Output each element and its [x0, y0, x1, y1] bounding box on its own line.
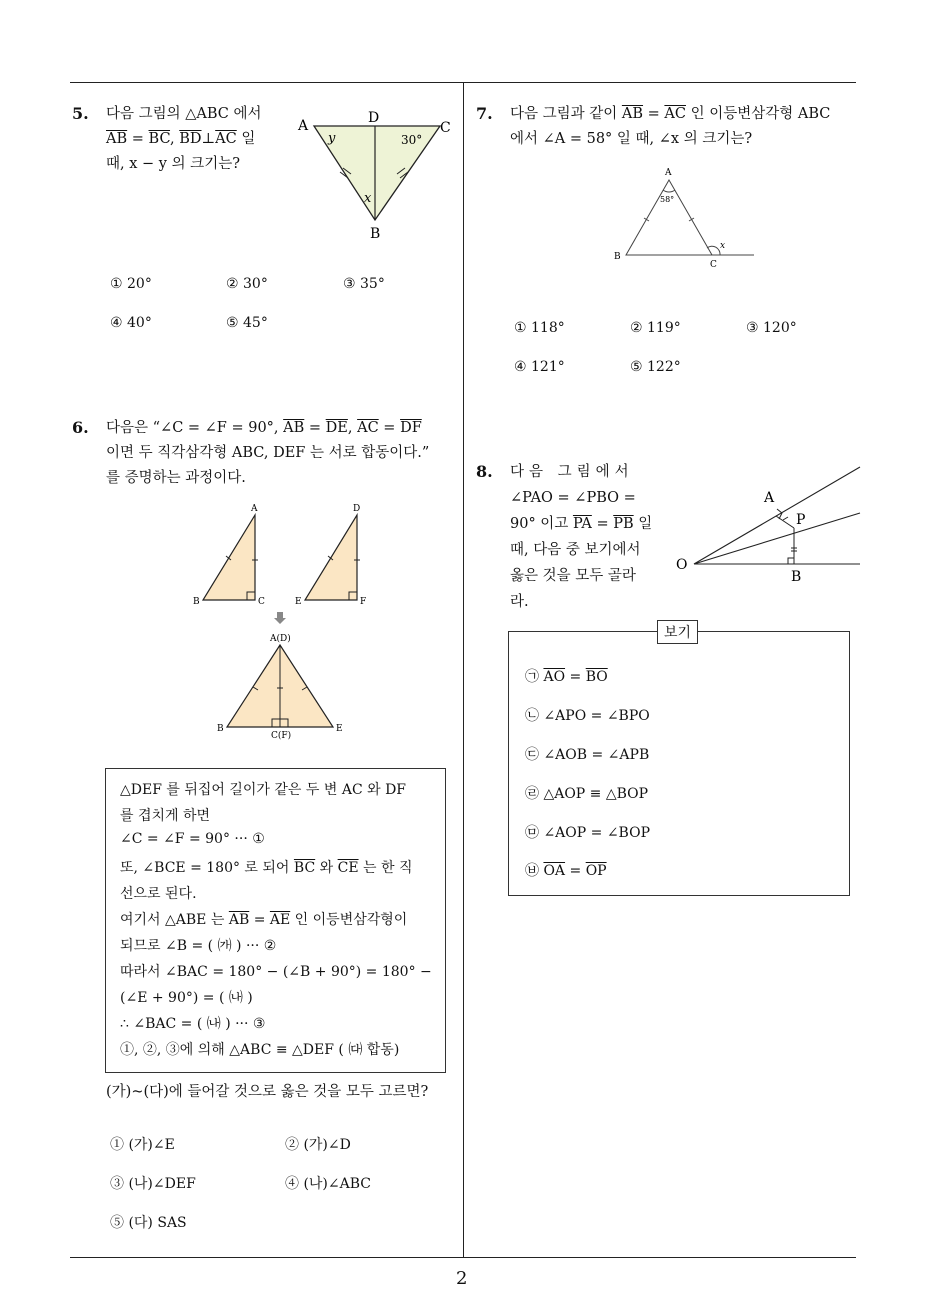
q5-option-1[interactable]: ① 20°: [110, 276, 152, 292]
q5-label-B: B: [370, 226, 381, 242]
q7-label-B: B: [614, 252, 621, 262]
q8-label-B: B: [791, 569, 802, 585]
q7-line1: 다음 그림과 같이 $\overline{AB} = \overline{AC}$ 인 이등변삼각형 ABC: [510, 106, 831, 122]
q6-proof-box: [105, 768, 446, 1073]
proof-line-2: 를 겹치게 하면: [120, 808, 211, 824]
bogi-item-2[interactable]: ㉡ ∠APO = ∠BPO: [525, 708, 650, 724]
q5-option-4[interactable]: ④ 40°: [110, 315, 152, 331]
q8-label-A: A: [764, 490, 775, 506]
q6-option-1[interactable]: ① (가)∠E: [110, 1137, 175, 1153]
proof-line-11: ①, ②, ③에 의해 △ABC ≡ △DEF ( ㈐ 합동): [120, 1042, 400, 1058]
proof-line-8: 따라서 ∠BAC = 180° − (∠B + 90°) = 180° −: [120, 964, 432, 980]
question-5-number: 5.: [72, 104, 89, 123]
q6-label-B2: B: [217, 724, 224, 734]
q7-label-A: A: [665, 168, 672, 178]
proof-line-10: ∴ ∠BAC = ( ㈏ ) ··· ③: [120, 1016, 266, 1032]
q6-option-3[interactable]: ③ (나)∠DEF: [110, 1176, 196, 1192]
proof-line-4: 또, ∠BCE = 180° 로 되어 $\overline{BC}$ 와 $\overline{CE}$ 는 한 직: [120, 860, 413, 876]
q8-angle-figure: [672, 462, 867, 587]
q6-label-D: D: [353, 504, 361, 514]
q7-triangle-figure: [610, 162, 760, 272]
q8-line4: 때, 다음 중 보기에서: [510, 542, 641, 558]
page-number: 2: [456, 1268, 468, 1289]
q8-line1: 다음 그림에서: [510, 464, 634, 480]
q7-option-2[interactable]: ② 119°: [630, 320, 681, 336]
bogi-item-1[interactable]: ㉠ $\overline{AO} = \overline{BO}$: [525, 669, 608, 685]
q7-label-58: 58°: [660, 195, 675, 204]
proof-line-3: ∠C = ∠F = 90° ··· ①: [120, 831, 265, 847]
question-6-text: [106, 416, 429, 491]
q8-line3: 90° 이고 $\overline{PA} = \overline{PB}$ 일: [510, 516, 653, 532]
q6-line3: 를 증명하는 과정이다.: [106, 470, 246, 486]
q6-label-E: E: [295, 597, 302, 607]
q5-label-C: C: [440, 120, 451, 136]
q6-label-B: B: [193, 597, 200, 607]
q6-label-AD: A(D): [270, 634, 291, 644]
q7-option-3[interactable]: ③ 120°: [746, 320, 797, 336]
q6-line1: 다음은 “∠C = ∠F = 90°, $\overline{AB} = \overline{DE}$, $\overline{AC} = \overline{DF}$: [106, 420, 422, 436]
q5-option-3[interactable]: ③ 35°: [343, 276, 385, 292]
q7-label-x: x: [720, 241, 726, 251]
q6-option-2[interactable]: ② (가)∠D: [285, 1137, 351, 1153]
q5-line1: 다음 그림의 △ABC 에서: [106, 106, 262, 122]
q5-line3: 때, x − y 의 크기는?: [106, 156, 240, 172]
q7-label-C: C: [710, 260, 717, 270]
bogi-item-3[interactable]: ㉢ ∠AOB = ∠APB: [525, 747, 650, 763]
column-divider: [463, 83, 464, 1258]
q7-line2: 에서 ∠A = 58° 일 때, ∠x 의 크기는?: [510, 131, 753, 147]
question-5-text: [106, 102, 262, 177]
bottom-rule: [70, 1257, 856, 1258]
q5-line2: $\overline{AB} = \overline{BC}$, $\overline{BD}\perp\overline{AC}$ 일: [106, 131, 256, 147]
q5-label-x: x: [364, 191, 372, 206]
q6-option-5[interactable]: ⑤ (다) SAS: [110, 1215, 187, 1231]
q6-label-CF: C(F): [271, 731, 292, 740]
q5-option-5[interactable]: ⑤ 45°: [226, 315, 268, 331]
q5-label-D: D: [368, 110, 380, 126]
q8-bogi-box: [508, 631, 850, 896]
proof-line-6: 여기서 △ABE 는 $\overline{AB} = \overline{AE}$ 인 이등변삼각형이: [120, 912, 408, 928]
q8-line6: 라.: [510, 594, 529, 610]
q8-line5: 옳은 것을 모두 골라: [510, 568, 636, 584]
q5-triangle-figure: [290, 108, 460, 243]
q6-triangles-figure: [185, 500, 385, 740]
proof-line-9: (∠E + 90°) = ( ㈏ ): [120, 990, 253, 1006]
question-8-number: 8.: [476, 462, 493, 481]
q6-line2: 이면 두 직각삼각형 ABC, DEF 는 서로 합동이다.”: [106, 445, 430, 461]
question-7-number: 7.: [476, 104, 493, 123]
proof-line-5: 선으로 된다.: [120, 886, 197, 902]
q6-label-F: F: [360, 597, 367, 607]
q5-label-30: 30°: [401, 133, 423, 147]
question-6-number: 6.: [72, 418, 89, 437]
q8-line2: ∠PAO = ∠PBO =: [510, 490, 636, 506]
bogi-item-6[interactable]: ㉥ $\overline{OA} = \overline{OP}$: [525, 863, 607, 879]
q5-label-A: A: [298, 118, 309, 134]
q8-label-O: O: [676, 557, 688, 573]
question-8-text: [510, 459, 662, 615]
q7-option-5[interactable]: ⑤ 122°: [630, 359, 681, 375]
q6-question: (가)~(다)에 들어갈 것으로 옳은 것을 모두 고르면?: [106, 1084, 429, 1100]
question-7-text: [510, 102, 830, 152]
bogi-title: 보기: [657, 620, 698, 644]
proof-line-1: △DEF 를 뒤집어 길이가 같은 두 변 AC 와 DF: [120, 782, 407, 798]
q5-label-y: y: [328, 131, 336, 146]
q6-option-4[interactable]: ④ (나)∠ABC: [285, 1176, 371, 1192]
q6-label-A: A: [251, 504, 258, 514]
proof-line-7: 되므로 ∠B = ( ㈎ ) ··· ②: [120, 938, 277, 954]
q6-label-C: C: [258, 597, 265, 607]
bogi-item-4[interactable]: ㉣ △AOP ≡ △BOP: [525, 786, 649, 802]
q8-label-P: P: [796, 512, 806, 528]
q7-option-1[interactable]: ① 118°: [514, 320, 565, 336]
q5-option-2[interactable]: ② 30°: [226, 276, 268, 292]
q6-label-E2: E: [336, 724, 343, 734]
bogi-item-5[interactable]: ㉤ ∠AOP = ∠BOP: [525, 825, 650, 841]
q7-option-4[interactable]: ④ 121°: [514, 359, 565, 375]
